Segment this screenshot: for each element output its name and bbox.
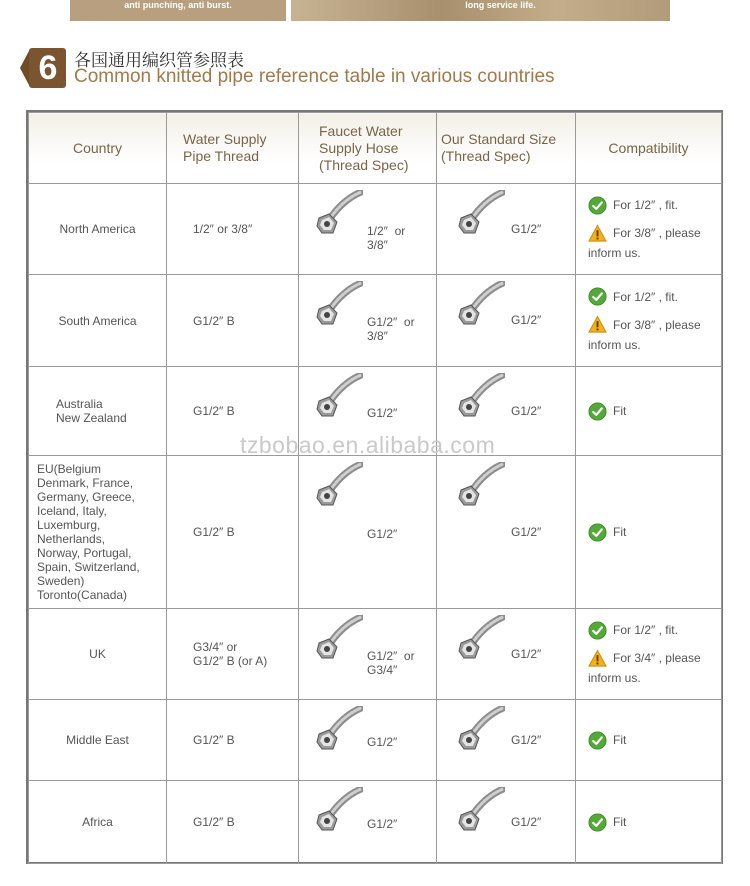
- braided-hose-icon: [315, 615, 363, 661]
- check-icon: [588, 813, 607, 832]
- standard-size-text: G1/2″: [511, 646, 542, 661]
- compatibility-line: [588, 223, 721, 243]
- standard-size-text: G1/2″: [511, 221, 542, 236]
- banner-right-text: long service life.: [465, 0, 536, 10]
- compatibility-text: For 1/2″ , fit.: [613, 289, 678, 304]
- hose-thread-text: G1/2″ or G3/4″: [367, 648, 415, 677]
- check-icon: [588, 402, 607, 421]
- compatibility-text: Fit: [613, 525, 627, 539]
- header-standard: Our Standard Size (Thread Spec): [437, 113, 576, 184]
- warning-icon: [588, 315, 607, 334]
- table-row: [29, 275, 722, 367]
- hose-thread-text: G1/2″: [367, 405, 398, 420]
- standard-size-cell: [437, 275, 576, 367]
- header-compat: Compatibility: [576, 113, 722, 184]
- banner-left-text: anti punching, anti burst.: [124, 0, 232, 10]
- table-row: [29, 609, 722, 700]
- compatibility-line: [588, 668, 721, 688]
- compatibility-text: For 3/4″ , please: [613, 651, 701, 665]
- standard-size-text: G1/2″: [511, 732, 542, 747]
- compatibility-text: Fit: [613, 733, 627, 747]
- check-icon: [588, 523, 607, 542]
- compatibility-line: [588, 522, 721, 542]
- compatibility-text: For 1/2″ , fit.: [613, 198, 678, 212]
- hose-thread-cell: [299, 609, 437, 700]
- braided-hose-icon: [457, 190, 505, 236]
- compatibility-text: Fit: [613, 404, 627, 418]
- hose-thread-cell: [299, 781, 437, 864]
- compatibility-text: For 3/8″ , please: [613, 226, 701, 240]
- hose-thread-text: G1/2″: [367, 734, 398, 749]
- compatibility-line: [588, 243, 721, 263]
- check-icon: [588, 287, 607, 306]
- compatibility-line: [588, 195, 721, 215]
- country-cell: Middle East: [29, 700, 167, 781]
- braided-hose-icon: [457, 373, 505, 419]
- compatibility-line: [588, 287, 721, 307]
- banner-left-panel: [70, 0, 286, 21]
- braided-hose-icon: [315, 706, 363, 752]
- section-title-cn: 各国通用编织管参照表: [74, 51, 244, 71]
- table-row: [29, 781, 722, 864]
- braided-hose-icon: [315, 190, 363, 236]
- compatibility-line: [588, 620, 721, 640]
- standard-size-text: G1/2″: [511, 313, 542, 327]
- header-supply: Water Supply Pipe Thread: [167, 113, 299, 184]
- hose-thread-text: 1/2″ or 3/8″: [367, 223, 406, 252]
- compatibility-line: [588, 315, 721, 335]
- check-icon: [588, 196, 607, 215]
- compatibility-text: Fit: [613, 815, 627, 829]
- braided-hose-icon: [315, 462, 363, 508]
- hose-thread-cell: [299, 700, 437, 781]
- compatibility-line: [588, 401, 721, 421]
- compatibility-text: inform us.: [588, 337, 641, 352]
- hose-thread-cell: [299, 456, 437, 609]
- table-row: [29, 184, 722, 275]
- supply-thread-cell: G1/2″ B: [167, 456, 299, 609]
- compatibility-line: [588, 335, 721, 355]
- standard-size-text: G1/2″: [511, 403, 542, 418]
- compatibility-cell: [576, 700, 722, 781]
- supply-thread-cell: G1/2″ B: [167, 781, 299, 864]
- check-icon: [588, 731, 607, 750]
- braided-hose-icon: [315, 373, 363, 419]
- warning-icon: [588, 649, 607, 668]
- country-cell: EU(Belgium Denmark, France, Germany, Greece, Iceland, Italy, Luxemburg, Netherlands, Norway, Portugal, Spain, Switzerland, Sweden) Toronto(Canada): [29, 456, 167, 609]
- supply-thread-cell: G1/2″ B: [167, 700, 299, 781]
- hose-thread-text: G1/2″ or 3/8″: [367, 315, 415, 343]
- compatibility-cell: [576, 609, 722, 700]
- section-number-badge: [20, 47, 64, 87]
- top-banner: [0, 0, 750, 22]
- country-cell: North America: [29, 184, 167, 275]
- country-cell: Australia New Zealand: [29, 367, 167, 456]
- country-cell: Africa: [29, 781, 167, 864]
- standard-size-cell: [437, 781, 576, 864]
- compatibility-text: inform us.: [588, 246, 641, 260]
- compatibility-text: For 3/8″ , please: [613, 317, 701, 332]
- braided-hose-icon: [457, 462, 505, 508]
- supply-thread-cell: G3/4″ or G1/2″ B (or A): [167, 609, 299, 700]
- header-country: Country: [29, 113, 167, 184]
- braided-hose-icon: [457, 787, 505, 833]
- banner-right-panel: [291, 0, 670, 21]
- compatibility-text: inform us.: [588, 671, 641, 685]
- braided-hose-icon: [315, 281, 363, 327]
- section-header: [18, 44, 718, 94]
- standard-size-cell: [437, 184, 576, 275]
- hose-thread-text: G1/2″: [367, 816, 398, 831]
- compatibility-cell: [576, 781, 722, 864]
- supply-thread-cell: G1/2″ B: [167, 367, 299, 456]
- table-header-row: [29, 113, 722, 184]
- warning-icon: [588, 224, 607, 243]
- check-icon: [588, 621, 607, 640]
- compatibility-line: [588, 648, 721, 668]
- compatibility-cell: [576, 184, 722, 275]
- supply-thread-cell: 1/2″ or 3/8″: [167, 184, 299, 275]
- hose-thread-text: G1/2″: [367, 526, 398, 541]
- standard-size-cell: [437, 609, 576, 700]
- supply-thread-cell: G1/2″ B: [167, 275, 299, 367]
- braided-hose-icon: [457, 615, 505, 661]
- table-row: [29, 700, 722, 781]
- compatibility-line: [588, 812, 721, 832]
- compatibility-line: [588, 730, 721, 750]
- standard-size-cell: [437, 456, 576, 609]
- reference-table: [26, 110, 723, 864]
- compatibility-cell: [576, 275, 722, 367]
- compatibility-text: For 1/2″ , fit.: [613, 623, 678, 637]
- country-cell: South America: [29, 275, 167, 367]
- standard-size-text: G1/2″: [511, 814, 542, 829]
- section-number: 6: [38, 49, 58, 87]
- standard-size-text: G1/2″: [511, 524, 542, 539]
- hose-thread-cell: [299, 275, 437, 367]
- braided-hose-icon: [315, 787, 363, 833]
- watermark: tzbobao.en.alibaba.com: [240, 432, 496, 458]
- braided-hose-icon: [457, 281, 505, 327]
- table-row: [29, 456, 722, 609]
- standard-size-cell: [437, 700, 576, 781]
- country-cell: UK: [29, 609, 167, 700]
- compatibility-cell: [576, 456, 722, 609]
- compatibility-cell: [576, 367, 722, 456]
- braided-hose-icon: [457, 706, 505, 752]
- header-hose: Faucet Water Supply Hose (Thread Spec): [299, 113, 437, 184]
- section-title-en: Common knitted pipe reference table in various countries: [74, 66, 555, 87]
- hose-thread-cell: [299, 184, 437, 275]
